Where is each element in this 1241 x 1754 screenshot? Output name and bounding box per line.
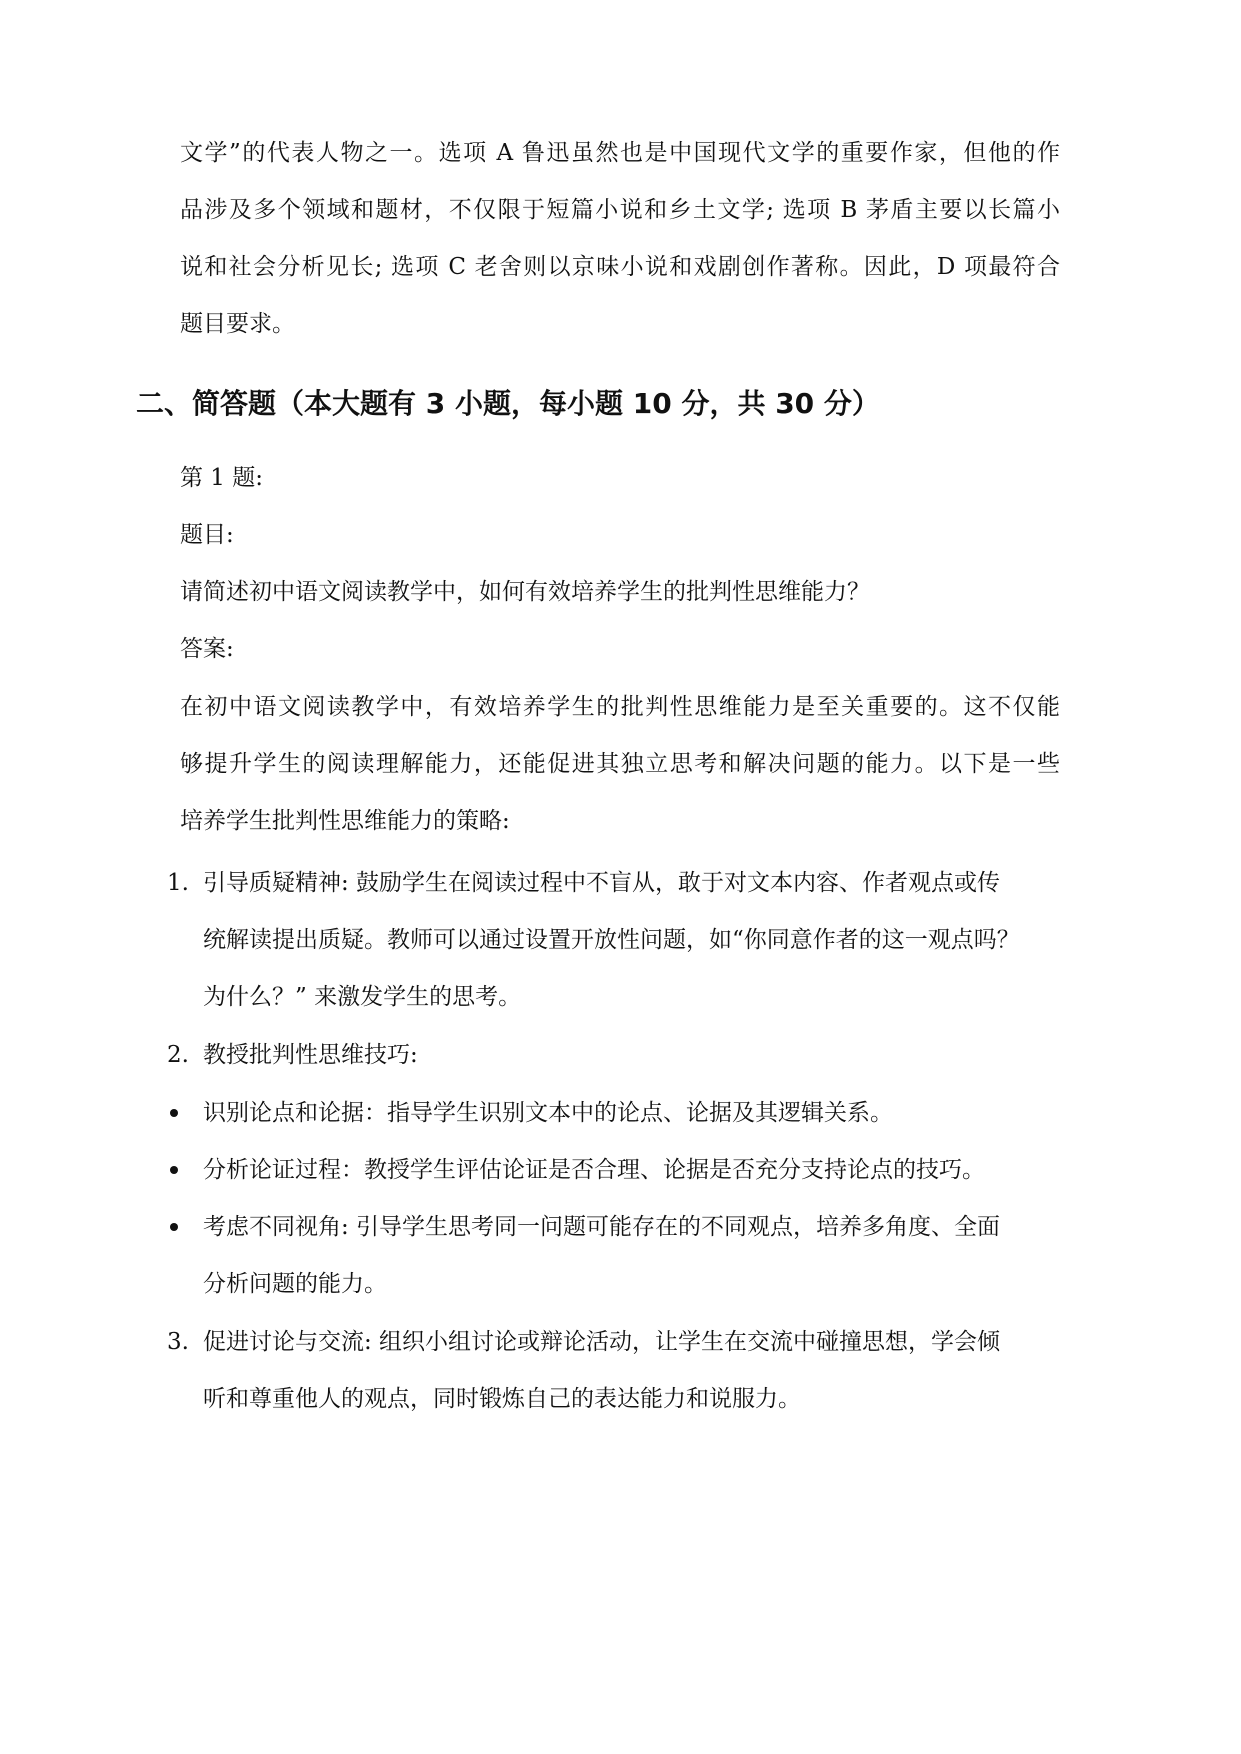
bullet-item-line: 识别论点和论据：指导学生识别文本中的论点、论据及其逻辑关系。 (203, 1100, 893, 1126)
question-text: 请简述初中语文阅读教学中，如何有效培养学生的批判性思维能力？ (180, 579, 870, 605)
bullet-item-line: 考虑不同视角: 引导学生思考同一问题可能存在的不同观点，培养多角度、全面 (203, 1214, 1001, 1240)
list-item-line: 听和尊重他人的观点，同时锻炼自己的表达能力和说服力。 (203, 1386, 801, 1412)
list-number: 2. (167, 1042, 189, 1068)
list-item-line: 引导质疑精神: 鼓励学生在阅读过程中不盲从，敢于对文本内容、作者观点或传 (203, 870, 1001, 896)
answer-intro-line: 培养学生批判性思维能力的策略: (180, 808, 510, 834)
list-item-line: 为什么？” 来激发学生的思考。 (203, 984, 522, 1010)
list-item-line: 统解读提出质疑。教师可以通过设置开放性问题，如“你同意作者的这一观点吗？ (203, 927, 1020, 953)
section-heading: 二、简答题（本大题有 3 小题，每小题 10 分，共 30 分） (136, 387, 880, 420)
bullet-icon (170, 1109, 178, 1117)
paragraph-line: 题目要求。 (180, 311, 295, 337)
list-item-line: 教授批判性思维技巧: (203, 1042, 418, 1068)
list-item-line: 促进讨论与交流: 组织小组讨论或辩论活动，让学生在交流中碰撞思想，学会倾 (203, 1329, 1001, 1355)
answer-label: 答案: (180, 636, 234, 662)
paragraph-line: 品涉及多个领域和题材，不仅限于短篇小说和乡土文学; 选项 B 茅盾主要以长篇小 (180, 197, 1060, 223)
bullet-icon (170, 1223, 178, 1231)
list-number: 3. (167, 1329, 189, 1355)
list-number: 1. (167, 870, 189, 896)
paragraph-line: 文学”的代表人物之一。选项 A 鲁迅虽然也是中国现代文学的重要作家，但他的作 (180, 140, 1060, 166)
question-number-label: 第 1 题: (180, 465, 264, 491)
bullet-item-line: 分析论证过程：教授学生评估论证是否合理、论据是否充分支持论点的技巧。 (203, 1157, 985, 1183)
answer-intro-line: 够提升学生的阅读理解能力，还能促进其独立思考和解决问题的能力。以下是一些 (180, 751, 1060, 777)
paragraph-line: 说和社会分析见长; 选项 C 老舍则以京味小说和戏剧创作著称。因此，D 项最符合 (180, 254, 1060, 280)
bullet-item-line: 分析问题的能力。 (203, 1271, 387, 1297)
bullet-icon (170, 1166, 178, 1174)
question-topic-label: 题目: (180, 522, 234, 548)
answer-intro-line: 在初中语文阅读教学中，有效培养学生的批判性思维能力是至关重要的。这不仅能 (180, 694, 1060, 720)
